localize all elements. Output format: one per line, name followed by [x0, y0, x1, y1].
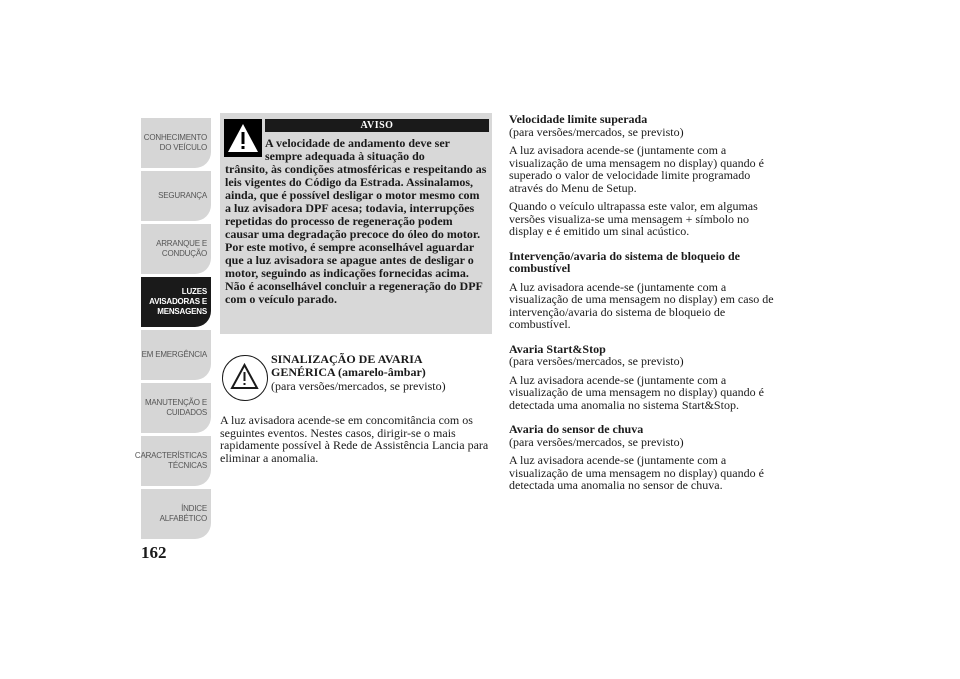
tab-label: CONHECIMENTO DO VEÍCULO	[143, 133, 207, 152]
startstop-paragraph: A luz avisadora acende-se (juntamente com a visualização de uma mensagem no display) quando é detectada uma anomalia no sistema Start&Stop.	[509, 372, 764, 412]
rain-sensor-title: Avaria do sensor de chuva	[509, 422, 644, 436]
tab-manutencao[interactable]	[141, 383, 211, 433]
tab-label: SEGURANÇA	[158, 191, 207, 200]
rain-sensor-paragraph: A luz avisadora acende-se (juntamente com a visualização de uma mensagem no display) quando é detectada uma anomalia no sensor de chuva.	[509, 453, 764, 492]
rain-sensor-subtitle: (para versões/mercados, se previsto)	[509, 434, 684, 449]
tab-luzes-avisadoras[interactable]	[141, 277, 211, 327]
generic-fault-subtitle: (para versões/mercados, se previsto)	[271, 379, 446, 393]
speed-subtitle: (para versões/mercados, se previsto)	[509, 124, 684, 139]
tab-label: ÍNDICE ALFABÉTICO	[159, 504, 207, 523]
speed-paragraph-1: A luz avisadora acende-se (juntamente com a visualização de uma mensagem no display) quando é superado o valor de velocidade limite programado através do Menu de Setup.	[509, 143, 764, 195]
speed-title: Velocidade limite superada	[509, 112, 648, 126]
generic-fault-warning-icon	[222, 355, 268, 401]
generic-fault-text: A luz avisadora acende-se em concomitância com os seguintes eventos. Nestes casos, dirigir-se o mais rapidamente possível à Rede de Assistência Lancia para eliminar a anomalia.	[220, 413, 489, 465]
tab-seguranca[interactable]	[141, 171, 211, 221]
page-number: 162	[141, 543, 167, 562]
right-column	[509, 113, 779, 498]
tab-conhecimento[interactable]	[141, 118, 211, 168]
tab-label: LUZES AVISADORAS E MENSAGENS	[149, 287, 207, 316]
warning-first-line: A velocidade de andamento deve ser sempre adequada à situação do	[265, 136, 450, 163]
tab-label: CARACTERÍSTICAS TÉCNICAS	[134, 451, 207, 470]
warning-title: AVISO	[265, 119, 489, 132]
chapter-sidebar	[134, 118, 211, 542]
startstop-title: Avaria Start&Stop	[509, 341, 606, 356]
tab-arranque[interactable]	[141, 224, 211, 274]
fuel-block-title: Intervenção/avaria do sistema de bloqueio de combustível	[509, 248, 740, 275]
tab-indice[interactable]	[141, 489, 211, 539]
tab-label: MANUTENÇÃO E CUIDADOS	[144, 398, 207, 417]
warning-body: trânsito, às condições atmosféricas e respeitando as leis vigentes do Código da Estrada. Assinalamos, ainda, que é possível desligar o motor mesmo com a luz avisadora DPF acesa; todavia, interrupções repetidas do processo de regeneração podem causar uma degradação precoce do óleo do motor. Por este motivo, é sempre aconselhável aguardar que a luz avisadora se apague antes de desligar o motor, seguindo as indicações fornecidas acima. Não é aconselhável concluir a regeneração do DPF com o veículo parado.	[225, 162, 487, 306]
tab-label: EM EMERGÊNCIA	[141, 350, 207, 359]
generic-fault-title: SINALIZAÇÃO DE AVARIA GENÉRICA (amarelo-âmbar)	[271, 352, 426, 379]
warning-text	[225, 137, 488, 306]
startstop-subtitle: (para versões/mercados, se previsto)	[509, 354, 684, 368]
fuel-block-paragraph: A luz avisadora acende-se (juntamente com a visualização de uma mensagem no display) em caso de intervenção/avaria do sistema de bloqueio de combustível.	[509, 279, 774, 331]
tab-label: ARRANQUE E CONDUÇÃO	[156, 239, 207, 258]
tab-caracteristicas[interactable]	[134, 436, 211, 486]
speed-paragraph-2: Quando o veículo ultrapassa este valor, em algumas versões visualiza-se uma mensagem + símbolo no display e é emitido um sinal acústico.	[509, 199, 758, 238]
tab-emergencia[interactable]	[141, 330, 211, 380]
